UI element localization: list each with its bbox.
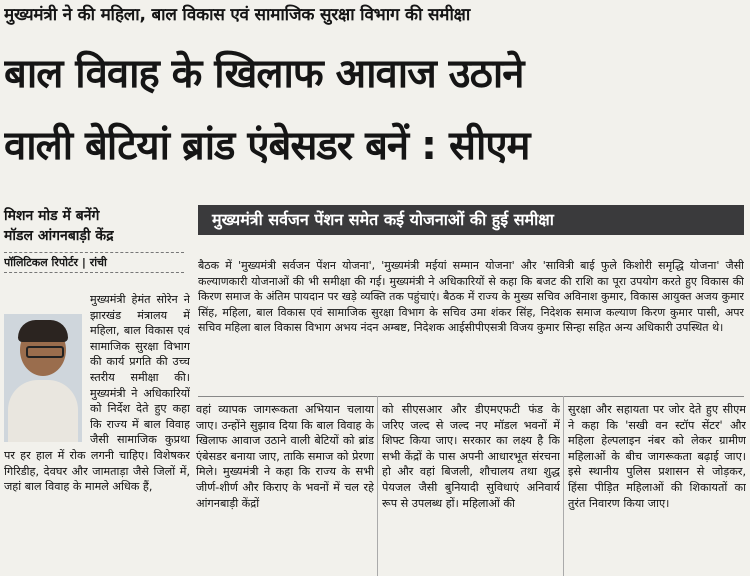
section-banner: मुख्यमंत्री सर्वजन पेंशन समेत कई योजनाओं की हुई समीक्षा <box>198 205 744 235</box>
article-column-3: को सीएसआर और डीएमएफटी फंड के जरिए जल्द से जल्द नए मॉडल भवनों में शिफ्ट किया जाए। सरकार का लक्ष्य है कि सभी केंद्रों के पास अपनी आधारभूत संरचना हो और वहां बिजली, शौचालय तथा शुद्ध पेयजल जैसी बुनियादी सुविधाएं अनिवार्य रूप से उपलब्ध हों। महिलाओं की <box>382 403 560 510</box>
main-headline-line-2: वाली बेटियां ब्रांड एंबेसडर बनें : सीएम <box>4 123 530 169</box>
article-column-4: सुरक्षा और सहायता पर जोर देते हुए सीएम ने कहा कि 'सखी वन स्टॉप सेंटर' और महिला हेल्पलाइन नंबर को लेकर ग्रामीण महिलाओं के बीच जागरूकता बढ़ाई जाए। इसे स्थानीय पुलिस प्रशासन से जोड़कर, हिंसा पीड़ित महिलाओं की शिकायतों का तुरंत निवारण किया जाए। <box>568 403 746 510</box>
column-1-text: मुख्यमंत्री हेमंत सोरेन ने झारखंड मंत्रालय में महिला, बाल विकास एवं सामाजिक सुरक्षा विभाग की कार्य प्रगति की उच्च स्तरीय समीक्षा की। मुख्यमंत्री ने अधिकारियों को निर्देश देते हुए कहा कि राज्य में बाल विवाह जैसी सामाजिक कुप्रथा पर हर हाल में रोक लगनी चाहिए। विशेषकर गिरिडीह, देवघर और जामताड़ा जैसे जिलों में, जहां बाल विवाह के मामले अधिक हैं, <box>4 293 190 494</box>
column-rule <box>563 396 564 576</box>
article-column-1 <box>4 292 190 576</box>
article-column-2: वहां व्यापक जागरूकता अभियान चलाया जाए। उन्होंने सुझाव दिया कि बाल विवाह के खिलाफ आवाज उठाने वाली बेटियों को ब्रांड एंबेसडर बनाया जाए, ताकि समाज को प्रेरणा मिले। मुख्यमंत्री ने कहा कि राज्य के सभी जीर्ण-शीर्ण और किराए के भवनों में चल रहे आंगनबाड़ी केंद्रों <box>196 403 374 510</box>
sub-headline-left <box>4 206 184 246</box>
chief-minister-photo <box>4 314 82 442</box>
sub-headline-line-2: मॉडल आंगनबाड़ी केंद्र <box>4 228 114 244</box>
byline: पॉलिटिकल रिपोर्टर | रांची <box>4 252 184 273</box>
summary-box: बैठक में 'मुख्यमंत्री सर्वजन पेंशन योजना', 'मुख्यमंत्री मईयां सम्मान योजना' और 'सावित्री बाई फुले किशोरी समृद्धि योजना' जैसी कल्याणकारी योजनाओं की भी समीक्षा की गई। मुख्यमंत्री ने अधिकारियों से कहा कि बजट की राशि का पूरा उपयोग करते हुए विकास की किरण समाज के अंतिम पायदान पर खड़े व्यक्ति तक पहुंचाएं। बैठक में राज्य के मुख्य सचिव अविनाश कुमार, विकास आयुक्त अजय कुमार सिंह, महिला, बाल विकास एवं सामाजिक सुरक्षा विभाग के सचिव उमा शंकर सिंह, निदेशक समाज कल्याण किरण कुमार पासी, अपर सचिव महिला बाल विकास विभाग अभय नंदन अम्बष्ट, निदेशक आईसीपीएसत्री विजय कुमार सिन्हा सहित अन्य अधिकारी उपस्थित थे। <box>198 259 744 334</box>
column-rule <box>377 396 378 576</box>
main-headline-line-1: बाल विवाह के खिलाफ आवाज उठाने <box>4 51 524 97</box>
photo-glasses-shape <box>26 346 64 358</box>
sub-headline-line-1: मिशन मोड में बनेंगे <box>4 208 100 224</box>
photo-hair-shape <box>18 320 68 342</box>
kicker-headline: मुख्यमंत्री ने की महिला, बाल विकास एवं सामाजिक सुरक्षा विभाग की समीक्षा <box>4 5 471 25</box>
photo-body-shape <box>8 380 78 442</box>
section-divider <box>198 396 744 397</box>
